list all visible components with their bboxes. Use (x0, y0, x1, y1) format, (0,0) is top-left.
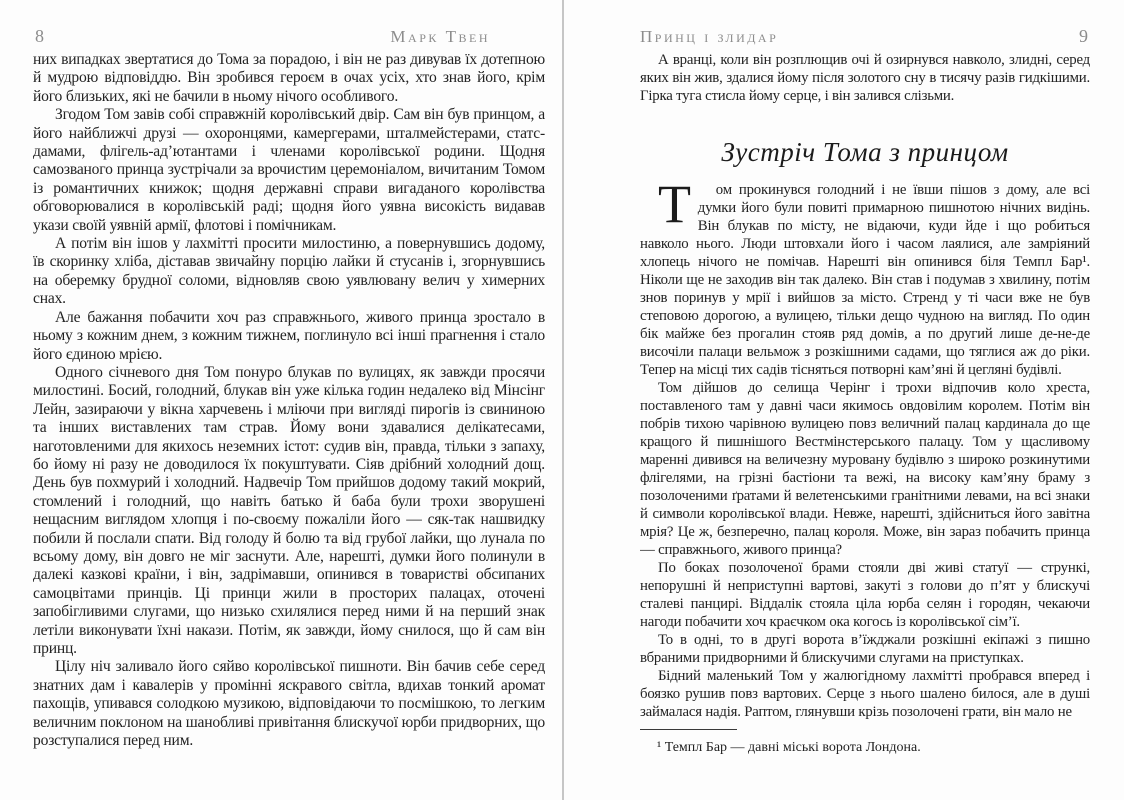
opening-paragraph-text: ом прокинувся голодний і не ївши пішов з дому, але всі думки його були повиті примарною пишнотою нічних видінь. Він блукав по місту, не відаючи, куди йде і що робиться навколо нього. Люди штовхали його і часом лаялися, але замріяний хлопець нічого не помічав. Нарешті він опинився біля Темпл Бар¹. Ніколи ще не заходив він так далеко. Він став і подумав з хвилину, потім знов поринув у мрії і вийшов за місто. Стренд у ті часи вже не був степовою дорогою, а вулицею, тільки дещо чудною на вигляд. По один бік майже без прогалин стояв ряд домів, а по другий лише де-не-де височіли палаци вельмож з розкішними садами, що тяглися аж до ріки. Тепер на місці тих садів тісняться потворні кам’яні й цегляні будівлі. (640, 182, 1090, 378)
paragraph: По боках позолоченої брами стояли дві живі статуї — стрункі, непорушні й неприступні вартові, закуті з голови до п’ят у блискучі сталеві панцирі. Віддалік стояла ціла юрба селян і городян, чекаючи нагоди побачити хоч краєчком ока когось із королівської сім’ї. (640, 560, 1090, 630)
paragraph: Том дійшов до селища Черінг і трохи відпочив коло хреста, поставленого там у давні часи якимось овдовілим королем. Потім він побрів тихою чарівною вулицею повз величний палац кардинала до ще кращого й пишнішого Вестмінстерського палацу. Том у щасливому маренні дивився на величезну муровану будівлю з широко розкинутими флігелями, на грізні бастіони та вежі, на високу кам’яну браму з позолоченими ґратами й велетенськими гранітними левами, на всі знаки й символи королівської влади. Невже, нарешті, здійсниться його завітна мрія? Це ж, безперечно, палац короля. Може, він зараз побачить принца — справжнього, живого принца? (640, 380, 1090, 558)
left-page (33, 0, 545, 800)
paragraph: То в одні, то в другі ворота в’їжджали розкішні екіпажі з пишно вбраними придворними й блискучими слугами на приступках. (640, 632, 1090, 666)
left-page-body (33, 51, 545, 750)
footnote-content: Темпл Бар — давні міські ворота Лондона. (664, 740, 921, 755)
right-page-body (640, 51, 1090, 721)
right-page-header (640, 26, 1090, 48)
paragraph: А вранці, коли він розплющив очі й озирнувся навколо, злидні, серед яких він жив, здалися йому після золотого сну в тисячу разів гидкішими. Гірка туга стисла йому серце, і він залився слізьми. (640, 52, 1090, 104)
paragraph: Одного січневого дня Том понуро блукав по вулицях, як завжди просячи милостині. Босий, голодний, блукав він уже кілька годин недалеко від Мінсінг Лейн, зазираючи у вікна харчевень і мліючи при вигляді пирогів із свининою та інших виставлених там страв. Йому вони здавалися делікатесами, наготовленими для якихось неземних істот: судив він, правда, тільки з запаху, бо йому ні разу не доводилося їх покуштувати. Сіяв дрібний холодний дощ. День був похмурий і холодний. Надвечір Том прийшов додому такий мокрий, стомлений і голодний, що навіть батько й баба були трохи зворушені нещасним виглядом хлопця і по-своєму пожаліли його — сяк-так нашвидку побили й послали спати. Від голоду й болю та від грубої лайки, що лунала по всьому дому, він довго не міг заснути. Але, нарешті, думки його полинули в далекі казкові країни, і він, задрімавши, опинився в товаристві обсипаних самоцвітами принців. Ці принци жили в просторих палацах, оточені запобігливими слугами, що низько схилялися перед ними й на перший знак летіли виконувати їхні накази. Потім, як завжди, йому снилося, що й сам він принц. (33, 363, 545, 657)
right-page-number: 9 (1079, 26, 1088, 46)
paragraph: Згодом Том завів собі справжній королівський двір. Сам він був принцом, а його найближчі друзі — охоронцями, камергерами, шталмейстерами, статс-дамами, флігель-ад’ютантами і членами королівської родини. Щодня самозваного принца зустрічали за врочистим церемоніалом, вичитаним Томом із романтичних книжок; щодня державні справи вигаданого королівства обговорювалися в королівській раді; щодня його уявна високість видавав укази своїй уявній армії, флотові і помічникам. (33, 106, 545, 234)
paragraph: Цілу ніч заливало його сяйво королівської пишноти. Він бачив себе серед знатних дам і кавалерів у промінні яскравого світла, вдихав тонкий аромат пахощів, упивався солодкою музикою, відповідаючи то посмішкою, то легким величним поклоном на шанобливі привітання блискучої юрби придворних, що розступалися перед ним. (33, 658, 545, 750)
footnote-text (640, 739, 1090, 756)
chapter-title: Зустріч Тома з принцом (721, 137, 1009, 167)
running-head-title: Принц і злидар (640, 27, 779, 46)
paragraph: А потім він ішов у лахмітті просити милостиню, а повернувшись додому, їв скоринку хліба, діставав звичайну порцію лайки й стусанів і, згорнувшись на оберемку брудної соломи, відновляв свою уявлювану велич у химерних снах. (33, 235, 545, 308)
paragraph (640, 174, 1090, 379)
right-page (640, 0, 1090, 800)
paragraph: Бідний маленький Том у жалюгідному лахмітті пробрався вперед і боязко рушив повз вартових. Серце з нього шалено билося, але в душі займалася надія. Раптом, глянувши крізь позолочені грати, він мало не (640, 668, 1090, 720)
footnote-marker: ¹ (657, 740, 662, 755)
left-page-header (33, 26, 545, 48)
paragraph: них випадках звертатися до Тома за порадою, і він не раз дивував їх дотепною й мудрою відповіддю. Він зробився героєм в очах усіх, хто знав його, крім його близьких, які не бачили в ньому нічого особливого. (33, 51, 545, 105)
footnote (640, 725, 1090, 756)
paragraph: Але бажання побачити хоч раз справжнього, живого принца зростало в ньому з кожним днем, з кожним тижнем, поглинуло всі інші прагнення і стало його єдиною мрією. (33, 308, 545, 363)
footnote-rule (640, 729, 737, 730)
page-divider (562, 0, 564, 800)
drop-cap: Т (658, 174, 691, 234)
running-head-author: Марк Твен (390, 27, 490, 46)
left-page-number: 8 (35, 26, 44, 46)
